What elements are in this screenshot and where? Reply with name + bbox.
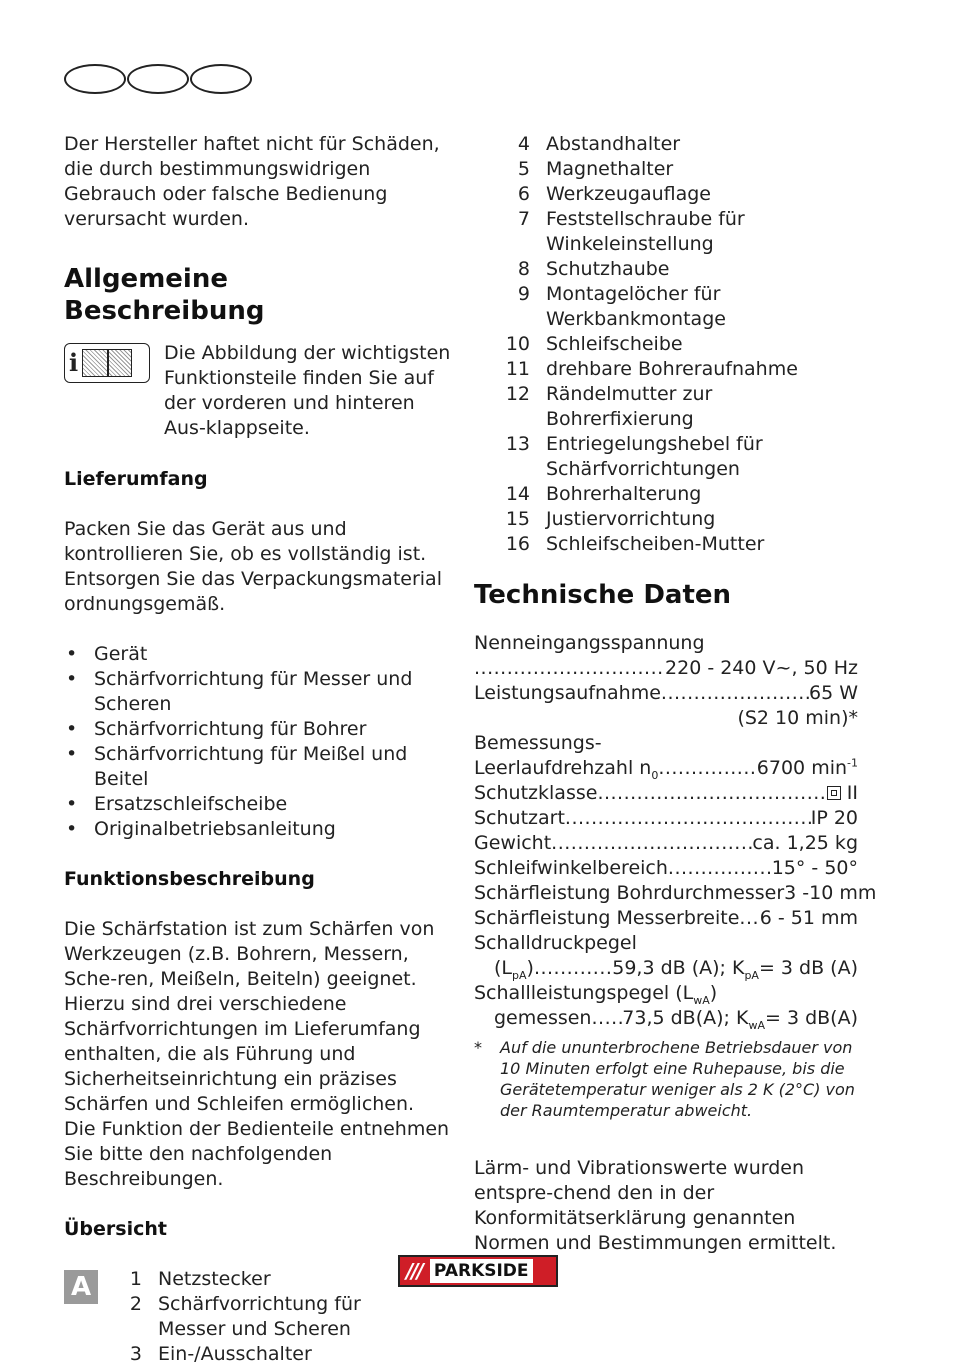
closing-text: Lärm- und Vibrationswerte wurden entspre-chend den in der Konformitätserklärung genannten Normen und Bestimmungen ermittelt.: [474, 1157, 837, 1254]
list-item: • Schärfvorrichtung für Bohrer: [64, 717, 454, 742]
section-title: [64, 263, 454, 327]
tech-label: Schalldruckpegel: [474, 932, 637, 954]
tech-row: Schärfleistung Messerbreite ..... 6 - 51 mm: [474, 906, 858, 931]
list-item: 9 Montagelöcher für Werkbankmontage: [517, 283, 726, 330]
delivery-list: [64, 642, 454, 842]
list-item: 11 drehbare Bohreraufnahme: [505, 358, 798, 380]
language-oval: [127, 64, 189, 94]
list-item: 4 Abstandhalter: [517, 133, 681, 155]
list-item: 16 Schleifscheiben-Mutter: [505, 533, 765, 555]
funktion-heading: Funktionsbeschreibung: [64, 868, 315, 890]
list-item: 3 Ein-/Ausschalter: [129, 1343, 312, 1365]
overview-list-continued: [474, 132, 858, 557]
list-item: 2 Schärfvorrichtung für Messer und Scheren: [129, 1293, 361, 1340]
list-item: 6 Werkzeugauflage: [517, 183, 711, 205]
funktion-text: Die Schärfstation ist zum Schärfen von Werkzeugen (z.B. Bohrern, Messern, Sche-ren, Meißeln, Beiteln) geeignet. Hierzu sind drei verschiedene Schärfvorrichtungen im Lieferumfang enthalten, die als Führung und Sicherheitseinrichtung ein präzises Schärfen und Schleifen ermöglichen.: [64, 918, 435, 1115]
tech-label: Bemessungs-: [474, 732, 602, 754]
tech-table: [474, 631, 877, 1032]
list-item: 14 Bohrerhalterung: [505, 483, 702, 505]
language-ovals: [64, 64, 252, 94]
language-oval: [64, 64, 126, 94]
lieferumfang-text: Packen Sie das Gerät aus und kontrollieren Sie, ob es vollständig ist. Entsorgen Sie das Verpackungsmaterial ordnungsgemäß.: [64, 518, 442, 615]
list-item: 10 Schleifscheibe: [505, 333, 683, 355]
list-item: • Ersatzschleifscheibe: [64, 792, 454, 817]
list-item: • Gerät: [64, 642, 454, 667]
figure-badge: A: [64, 1270, 98, 1304]
right-column: [474, 132, 877, 1256]
info-text: Die Abbildung der wichtigsten Funktionsteile finden Sie auf der vorderen und hinteren Aus-klappseite.: [164, 342, 451, 439]
tech-heading: Technische Daten: [474, 580, 732, 610]
list-item: 15 Justiervorrichtung: [505, 508, 716, 530]
tech-label: Nenneingangsspannung: [474, 632, 705, 654]
list-item: 1 Netzstecker: [129, 1268, 271, 1290]
tech-row: $(L_{pA})$ ..... 59,3 dB (A); $K_{pA}= 3$ dB (A): [474, 956, 858, 981]
tech-row: gemessen ..... 73,5 dB(A); $K_{wA}= 3$ dB(A): [474, 1006, 858, 1031]
info-note: [64, 341, 454, 441]
tech-row: Gewicht ..... ca. 1,25 kg: [474, 831, 858, 856]
list-item: 13 Entriegelungshebel für Schärfvorrichtungen: [505, 433, 763, 480]
tech-extra: (S2 10 min)*: [737, 707, 858, 729]
lieferumfang-heading: Lieferumfang: [64, 468, 208, 490]
protection-class-icon: [827, 786, 841, 800]
list-item: 5 Magnethalter: [517, 158, 674, 180]
overview-block: [64, 1267, 454, 1367]
tech-row: Schärfleistung Bohrdurchmesser 3 -10 mm: [474, 882, 877, 904]
left-column: [64, 132, 454, 1367]
list-item: • Schärfvorrichtung für Meißel und Beitel: [64, 742, 454, 792]
brand-logo: /// PARKSIDE: [398, 1255, 558, 1287]
tech-row: Schutzart ..... IP 20: [474, 806, 858, 831]
tech-row: ..... 220 - 240 V~, 50 Hz: [474, 656, 858, 681]
overview-list: [98, 1267, 398, 1367]
title-line: Allgemeine: [64, 264, 228, 294]
footnote: * Auf die ununterbrochene Betriebsdauer von 10 Minuten erfolgt eine Ruhepause, bis die Gerätetemperatur weniger als 2 K (2°C) von der Raumtemperatur abweicht.: [474, 1038, 855, 1120]
language-oval: [190, 64, 252, 94]
list-item: 7 Feststellschraube für Winkeleinstellung: [517, 208, 745, 255]
tech-row: Schutzklasse ..... II: [474, 781, 858, 806]
tech-row: Leerlaufdrehzahl $n_0$ ..... 6700 $\min^{-1}$: [474, 756, 858, 781]
tech-row: Leistungsaufnahme ..... 65 W: [474, 681, 858, 706]
list-item: 8 Schutzhaube: [517, 258, 670, 280]
list-item: 12 Rändelmutter zur Bohrerfixierung: [505, 383, 713, 430]
intro-text: Der Hersteller haftet nicht für Schäden, die durch bestimmungswidrigen Gebrauch oder falsche Bedienung verursacht wurden.: [64, 133, 440, 230]
list-item: • Schärfvorrichtung für Messer und Scheren: [64, 667, 454, 717]
list-item: • Originalbetriebsanleitung: [64, 817, 454, 842]
info-book-icon: i: [64, 343, 150, 383]
uebersicht-heading: Übersicht: [64, 1218, 167, 1240]
tech-label: Schallleistungspegel $(L_{wA})$: [474, 982, 718, 1007]
title-line: Beschreibung: [64, 296, 265, 326]
tech-row: Schleifwinkelbereich ..... 15° - 50°: [474, 856, 858, 881]
funktion-text-2: Die Funktion der Bedienteile entnehmen Sie bitte den nachfolgenden Beschreibungen.: [64, 1118, 450, 1190]
